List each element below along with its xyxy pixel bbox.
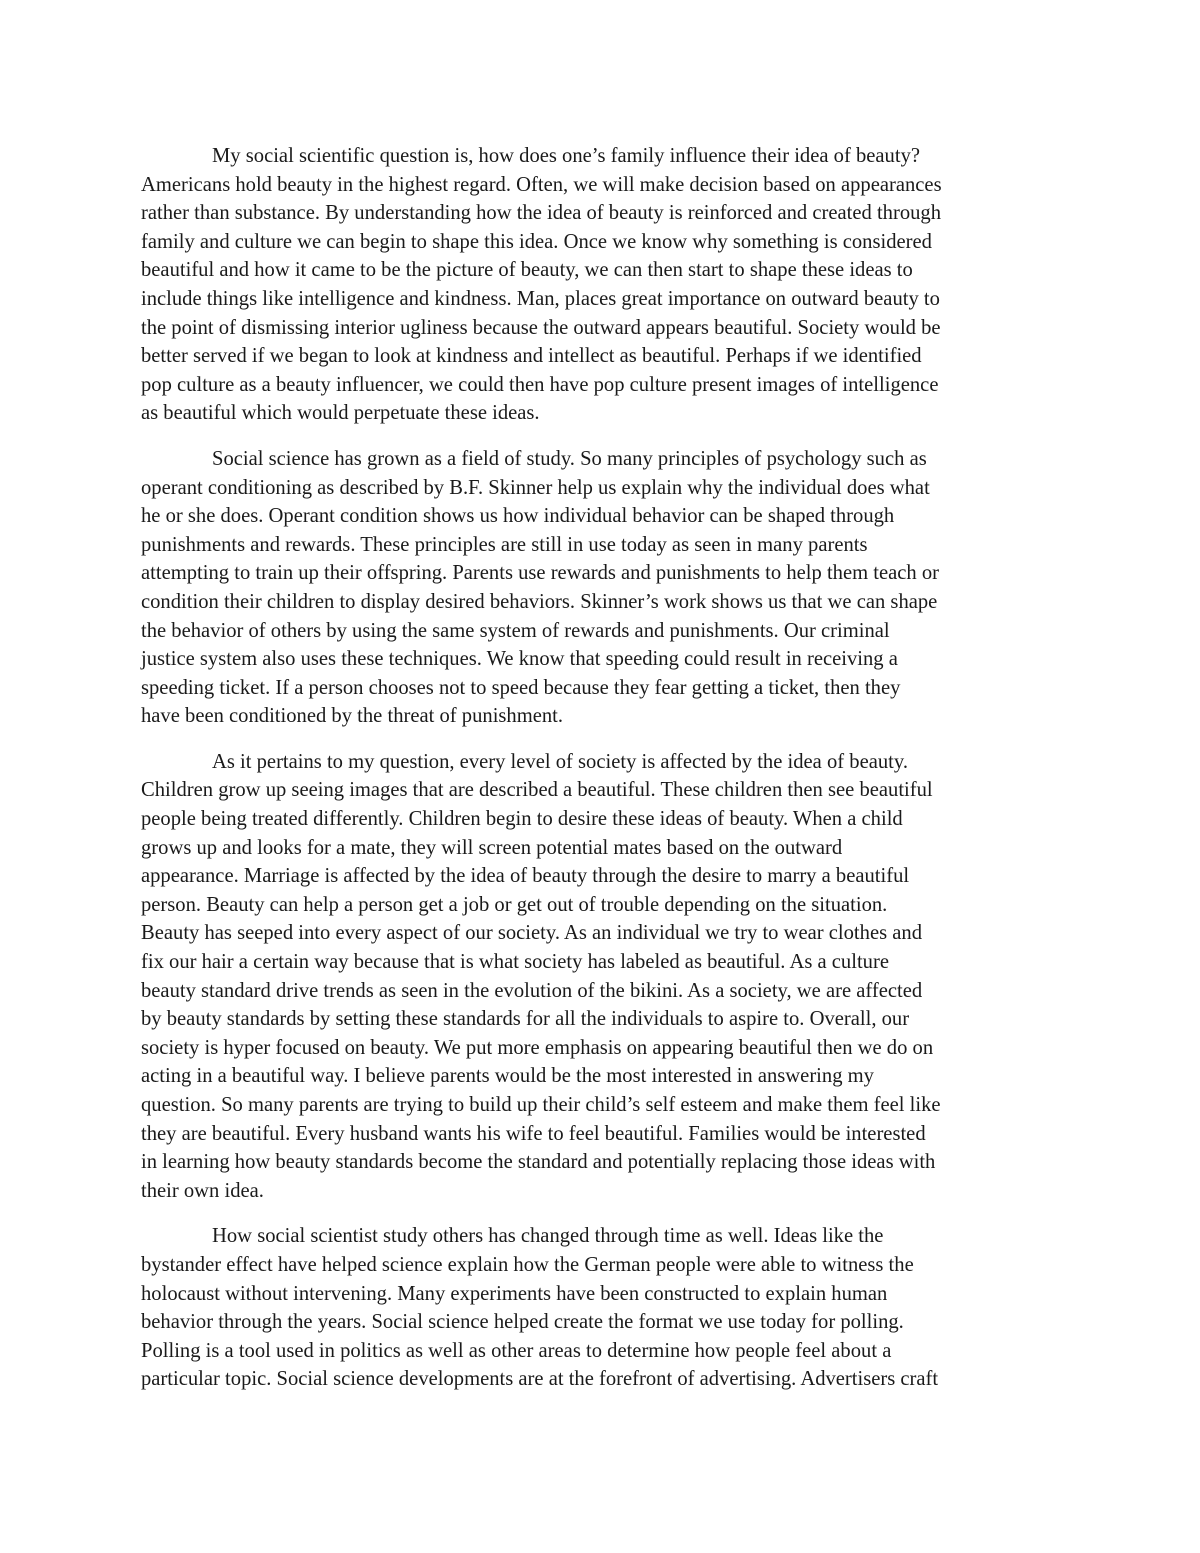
text-line: operant conditioning as described by B.F. Skinner help us explain why the individual does what [141, 476, 930, 499]
text-line: attempting to train up their offspring. Parents use rewards and punishments to help them teach or [141, 562, 940, 585]
essay-body [141, 142, 1059, 1411]
text-line: the point of dismissing interior ugliness because the outward appears beautiful. Society would be [141, 316, 941, 339]
paragraph-2 [141, 445, 1059, 731]
text-line: person. Beauty can help a person get a job or get out of trouble depending on the situation. [141, 893, 888, 916]
text-line: he or she does. Operant condition shows us how individual behavior can be shaped through [141, 505, 895, 528]
text-line: in learning how beauty standards become the standard and potentially replacing those ideas with [141, 1151, 936, 1174]
text-line: question. So many parents are trying to build up their child’s self esteem and make them feel like [141, 1094, 941, 1116]
text-line: their own idea. [141, 1179, 264, 1202]
text-line: holocaust without intervening. Many experiments have been constructed to explain human [141, 1282, 888, 1305]
text-line: As it pertains to my question, every level of society is affected by the idea of beauty. [212, 750, 908, 773]
paragraph-4 [141, 1222, 1059, 1394]
text-line: How social scientist study others has changed through time as well. Ideas like the [212, 1225, 884, 1248]
text-line: have been conditioned by the threat of punishment. [141, 705, 564, 728]
text-line: fix our hair a certain way because that is what society has labeled as beautiful. As a culture [141, 951, 889, 974]
text-line: behavior through the years. Social science helped create the format we use today for polling. [141, 1311, 904, 1334]
text-line: by beauty standards by setting these standards for all the individuals to aspire to. Overall, our [141, 1008, 910, 1031]
text-line: Beauty has seeped into every aspect of our society. As an individual we try to wear clothes and [141, 922, 922, 945]
text-line: better served if we began to look at kindness and intellect as beautiful. Perhaps if we identified [141, 345, 922, 368]
text-line: beauty standard drive trends as seen in the evolution of the bikini. As a society, we are affected [141, 979, 923, 1002]
text-line: society is hyper focused on beauty. We put more emphasis on appearing beautiful then we do on [141, 1036, 934, 1059]
text-line: include things like intelligence and kindness. Man, places great importance on outward beauty to [141, 287, 940, 310]
text-line: punishments and rewards. These principles are still in use today as seen in many parents [141, 533, 868, 556]
text-line: beautiful and how it came to be the picture of beauty, we can then start to shape these ideas to [141, 259, 913, 282]
text-line: the behavior of others by using the same system of rewards and punishments. Our criminal [141, 619, 890, 642]
text-line: Polling is a tool used in politics as well as other areas to determine how people feel about a [141, 1339, 892, 1362]
text-line: pop culture as a beauty influencer, we could then have pop culture present images of intelligence [141, 373, 939, 396]
text-line: speeding ticket. If a person chooses not to speed because they fear getting a ticket, then they [141, 676, 901, 699]
text-line: rather than substance. By understanding how the idea of beauty is reinforced and created through [141, 202, 942, 225]
text-line: they are beautiful. Every husband wants his wife to feel beautiful. Families would be interested [141, 1122, 926, 1145]
text-line: Children grow up seeing images that are described a beautiful. These children then see beautiful [141, 779, 933, 802]
text-line: condition their children to display desired behaviors. Skinner’s work shows us that we can shape [141, 590, 938, 613]
text-line: bystander effect have helped science explain how the German people were able to witness the [141, 1253, 914, 1276]
text-line: as beautiful which would perpetuate these ideas. [141, 402, 540, 425]
paragraph-1 [141, 142, 1059, 428]
text-line: acting in a beautiful way. I believe parents would be the most interested in answering my [141, 1065, 874, 1088]
text-line: grows up and looks for a mate, they will screen potential mates based on the outward [141, 836, 843, 859]
text-line: Americans hold beauty in the highest regard. Often, we will make decision based on appearances [141, 173, 942, 196]
text-line: family and culture we can begin to shape this idea. Once we know why something is considered [141, 230, 932, 253]
text-line: My social scientific question is, how does one’s family influence their idea of beauty? [212, 145, 921, 167]
text-line: particular topic. Social science developments are at the forefront of advertising. Advertisers craft [141, 1368, 939, 1391]
text-line: appearance. Marriage is affected by the idea of beauty through the desire to marry a beautiful [141, 865, 910, 888]
text-line: people being treated differently. Children begin to desire these ideas of beauty. When a child [141, 808, 903, 831]
text-line: Social science has grown as a field of study. So many principles of psychology such as [212, 447, 927, 470]
text-line: justice system also uses these techniques. We know that speeding could result in receiving a [141, 648, 898, 671]
paragraph-3 [141, 748, 1059, 1206]
